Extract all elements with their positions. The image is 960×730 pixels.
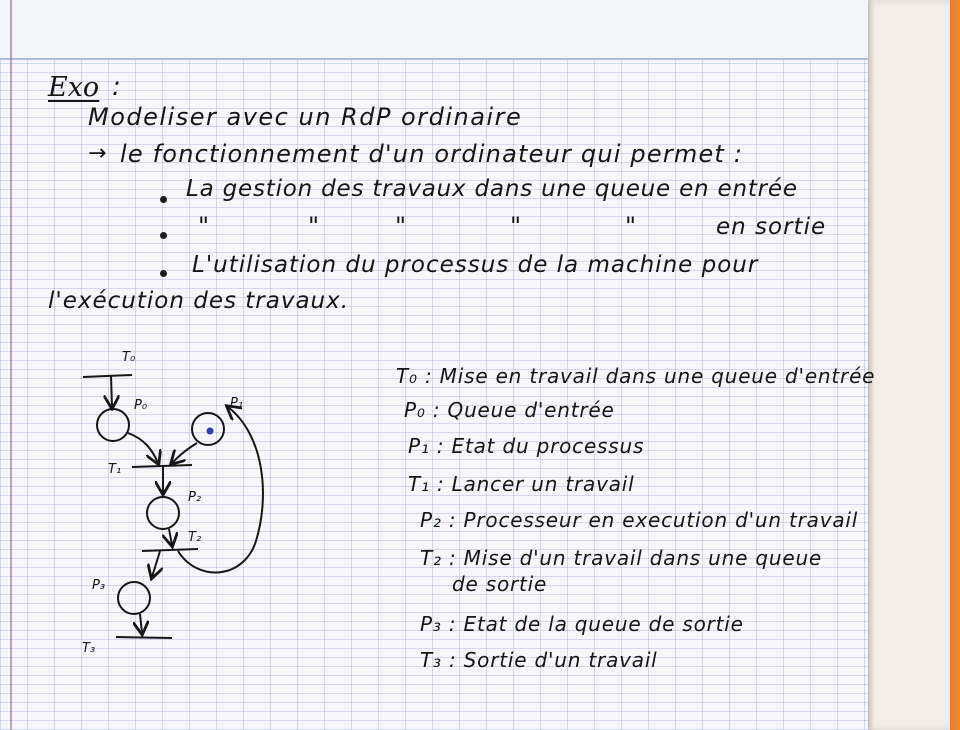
legend-item: P₀ : Queue d'entrée	[404, 398, 615, 422]
arrow-icon: →	[88, 141, 107, 166]
ditto-mark: "	[395, 212, 407, 240]
transition-t0	[83, 375, 132, 377]
label-t1: T₁	[108, 462, 122, 477]
label-p3: P₃	[92, 578, 106, 593]
legend-item: T₀ : Mise en travail dans une queue d'entrée	[396, 364, 876, 388]
legend-item: P₃ : Etat de la queue de sortie	[420, 612, 744, 636]
transition-t2	[142, 549, 198, 551]
legend-item: P₁ : Etat du processus	[408, 434, 645, 458]
bullet-item-1: La gestion des travaux dans une queue en entrée	[186, 176, 798, 202]
label-t3: T₃	[82, 641, 96, 656]
bullet-icon	[160, 196, 167, 203]
petri-net-diagram	[80, 345, 280, 665]
legend-item: T₃ : Sortie d'un travail	[420, 648, 658, 672]
legend-item: P₂ : Processeur en execution d'un travail	[420, 508, 859, 532]
bullet-item-3: L'utilisation du processus de la machine pour	[192, 252, 759, 278]
exercise-title: Exo	[48, 72, 100, 103]
bullet-icon	[160, 232, 167, 239]
legend-item: T₁ : Lancer un travail	[408, 472, 635, 496]
label-p0: P₀	[134, 398, 148, 413]
transition-t1	[132, 465, 192, 467]
bullet-item-3-continued: l'exécution des travaux.	[48, 288, 350, 314]
page-header-band	[0, 0, 868, 60]
statement-line-2: le fonctionnement d'un ordinateur qui permet :	[120, 140, 744, 168]
label-t2: T₂	[188, 530, 202, 545]
ditto-mark: "	[625, 212, 637, 240]
label-p1: P₁	[230, 396, 244, 411]
margin-line	[10, 0, 12, 730]
bullet-icon	[160, 270, 167, 277]
bullet-item-2-tail: en sortie	[716, 214, 827, 240]
statement-line-1: Modeliser avec un RdP ordinaire	[88, 103, 523, 131]
ditto-mark: "	[308, 212, 320, 240]
ditto-mark: "	[510, 212, 522, 240]
ditto-mark: "	[198, 212, 210, 240]
place-p3	[118, 582, 150, 614]
legend-item: T₂ : Mise d'un travail dans une queue	[420, 546, 823, 570]
place-p2	[147, 497, 179, 529]
label-t0: T₀	[122, 350, 136, 365]
token	[207, 428, 214, 435]
transition-t3	[116, 637, 172, 638]
title-colon: :	[112, 72, 121, 102]
legend-item-continued: de sortie	[452, 572, 548, 596]
place-p0	[97, 409, 129, 441]
label-p2: P₂	[188, 490, 202, 505]
